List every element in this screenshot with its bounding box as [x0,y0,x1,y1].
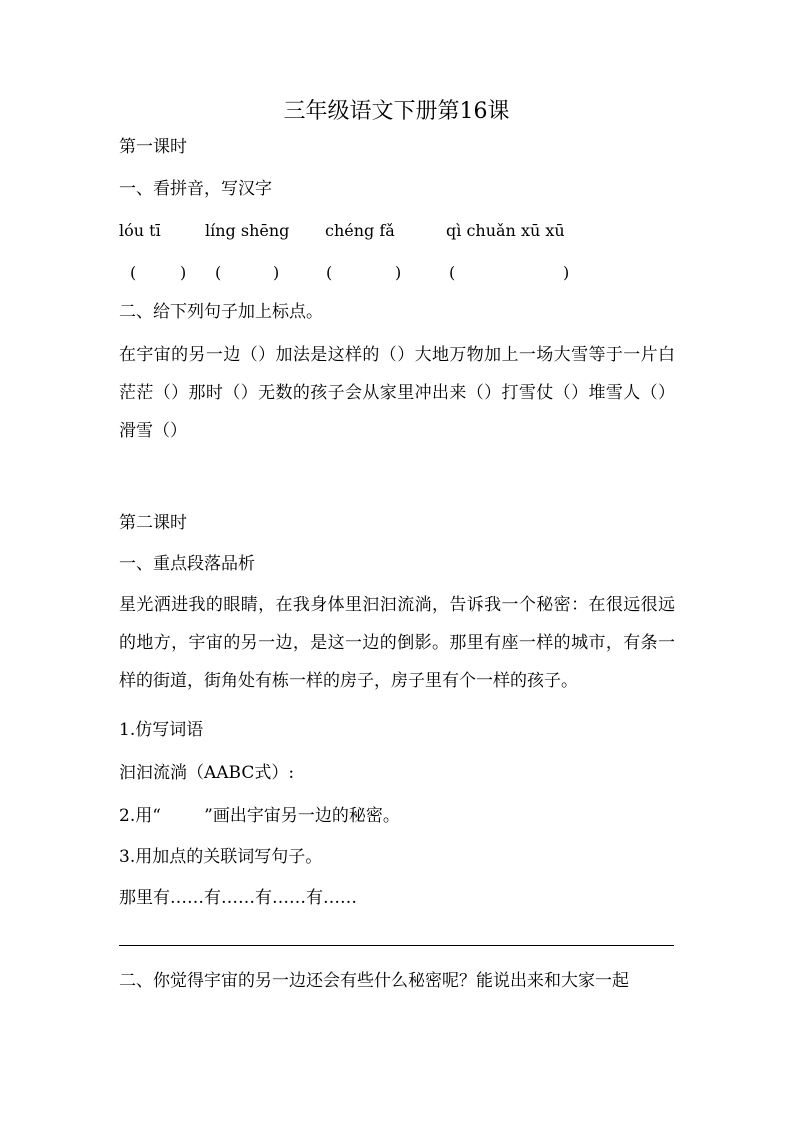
paren-close: ) [395,263,402,282]
paren-open: ( [449,263,456,282]
lesson1-heading: 第一课时 [119,137,187,157]
lesson1-q1-title: 一、看拼音，写汉字 [119,179,272,199]
paren-open: ( [326,263,333,282]
sub-question-1: 1.仿写词语 [119,720,204,740]
paren-open: ( [130,263,137,282]
lesson2-heading: 第二课时 [119,513,187,533]
punctuation-exercise-text: 在宇宙的另一边（）加法是这样的（）大地万物加上一场大雪等于一片白茫茫（）那时（）无数的孩子会从家里冲出来（）打雪仗（）堆雪人（）滑雪（） [119,345,675,441]
sub-question-1-prompt: 汩汩流淌（AABC式）: [119,763,295,783]
lesson1-q2-title: 二、给下列句子加上标点。 [119,302,323,322]
pinyin-item: chéng fǎ [325,221,395,240]
page-title: 三年级语文下册第16课 [283,99,510,124]
paren-close: ) [180,263,187,282]
paren-open: ( [215,263,222,282]
sub-question-3-prompt: 那里有……有……有……有…… [119,888,357,908]
sub-question-2: 2.用“ ”画出宇宙另一边的秘密。 [119,806,400,826]
reading-passage: 星光洒进我的眼睛，在我身体里汩汩流淌，告诉我一个秘密：在很远很远的地方，宇宙的另一边，是这一边的倒影。那里有座一样的城市，有条一样的街道，街角处有栋一样的房子，房子里有个一样的孩子。 [119,595,675,691]
lesson2-q1-title: 一、重点段落品析 [119,554,255,574]
paren-close: ) [563,263,570,282]
pinyin-item: líng shēng [205,221,290,240]
lesson2-q2-title: 二、你觉得宇宙的另一边还会有些什么秘密呢？能说出来和大家一起 [119,971,629,991]
pinyin-item: qì chuǎn xū xū [446,221,565,240]
answer-line [119,945,674,946]
sub-question-3: 3.用加点的关联词写句子。 [119,847,323,867]
paren-close: ) [273,263,280,282]
pinyin-item: lóu tī [119,221,161,240]
